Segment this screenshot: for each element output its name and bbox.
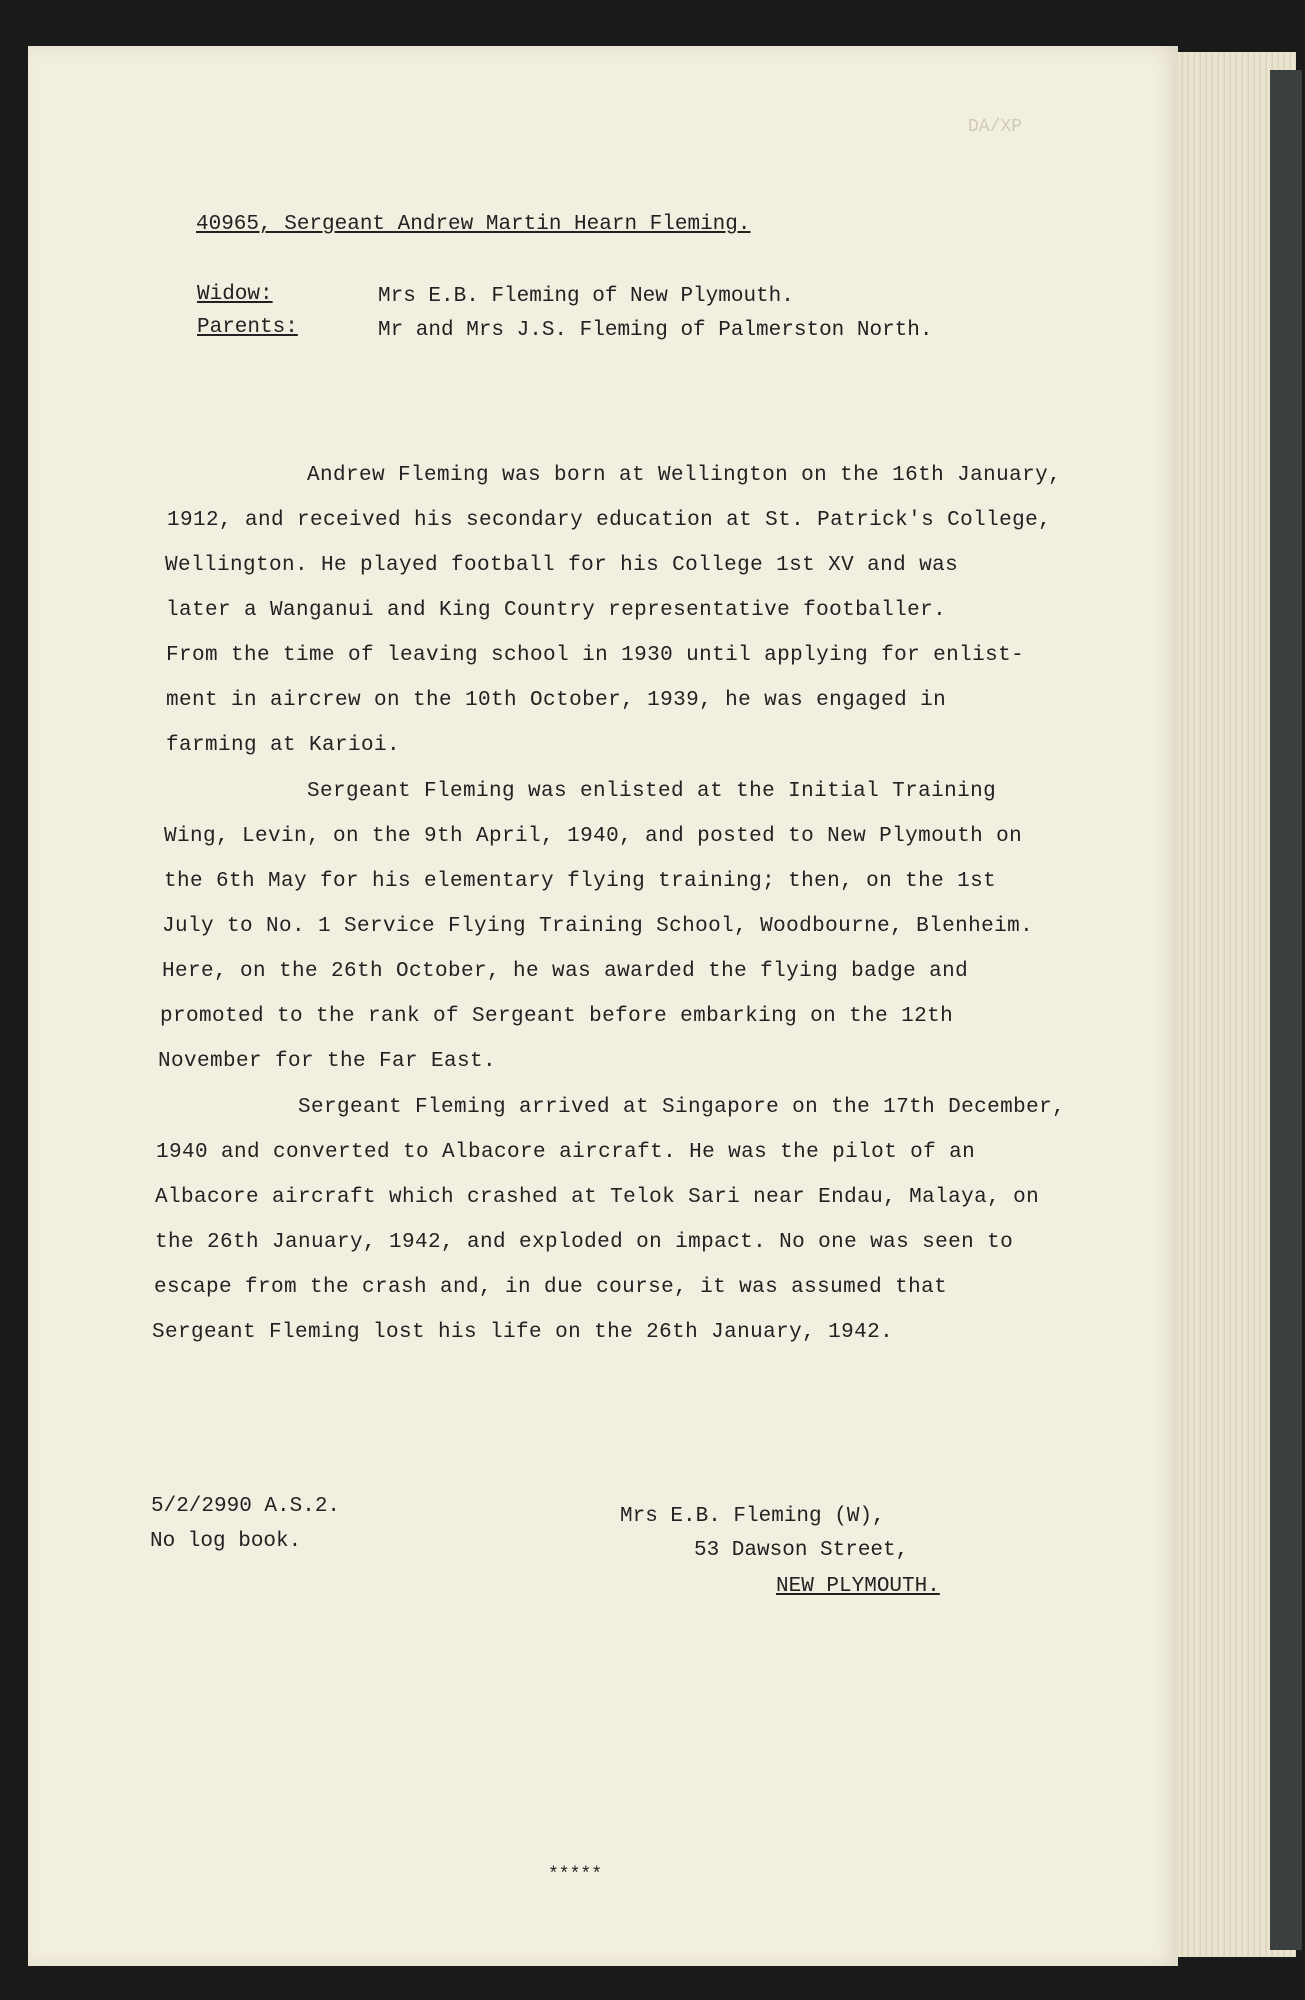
body-line: 1912, and received his secondary education at St. Patrick's College, <box>167 509 1052 532</box>
body-line: Sergeant Fleming lost his life on the 26th January, 1942. <box>152 1321 894 1344</box>
body-line: From the time of leaving school in 1930 until applying for enlist- <box>166 644 1025 667</box>
record-heading: 40965, Sergeant Andrew Martin Hearn Fleming. <box>196 213 751 236</box>
body-line: promoted to the rank of Sergeant before embarking on the 12th <box>160 1005 954 1028</box>
file-reference: 5/2/2990 A.S.2. <box>151 1495 341 1518</box>
body-line: Here, on the 26th October, he was awarded the flying badge and <box>162 960 969 983</box>
document-page <box>28 46 1178 1966</box>
body-line: the 26th January, 1942, and exploded on impact. No one was seen to <box>155 1231 1014 1254</box>
body-line: farming at Karioi. <box>166 734 401 757</box>
body-line: Wellington. He played football for his College 1st XV and was <box>165 554 959 577</box>
body-line: November for the Far East. <box>158 1050 497 1073</box>
address-street: 53 Dawson Street, <box>694 1539 909 1562</box>
body-line: Albacore aircraft which crashed at Telok Sari near Endau, Malaya, on <box>155 1186 1040 1209</box>
body-line: escape from the crash and, in due course, it was assumed that <box>154 1276 948 1299</box>
address-name: Mrs E.B. Fleming (W), <box>620 1505 885 1528</box>
body-line: ment in aircrew on the 10th October, 1939, he was engaged in <box>166 689 947 712</box>
body-line: the 6th May for his elementary flying training; then, on the 1st <box>164 870 997 893</box>
body-line: Sergeant Fleming arrived at Singapore on the 17th December, <box>298 1096 1066 1119</box>
corner-reference: DA/XP <box>968 117 1023 137</box>
address-city: NEW PLYMOUTH. <box>776 1575 940 1598</box>
body-line: Andrew Fleming was born at Wellington on the 16th January, <box>307 464 1062 487</box>
parents-label: Parents: <box>197 316 298 339</box>
book-cover-edge <box>1270 70 1302 1950</box>
log-book-note: No log book. <box>150 1530 302 1553</box>
body-line: Sergeant Fleming was enlisted at the Initial Training <box>307 780 997 803</box>
widow-label: Widow: <box>197 283 273 306</box>
body-line: later a Wanganui and King Country representative footballer. <box>166 599 947 622</box>
body-line: 1940 and converted to Albacore aircraft. He was the pilot of an <box>156 1141 976 1164</box>
widow-value: Mrs E.B. Fleming of New Plymouth. <box>378 285 794 308</box>
body-line: July to No. 1 Service Flying Training School, Woodbourne, Blenheim. <box>162 915 1034 938</box>
body-line: Wing, Levin, on the 9th April, 1940, and posted to New Plymouth on <box>164 825 1023 848</box>
parents-value: Mr and Mrs J.S. Fleming of Palmerston North. <box>378 319 933 342</box>
end-of-entry-mark: ***** <box>548 1865 603 1885</box>
